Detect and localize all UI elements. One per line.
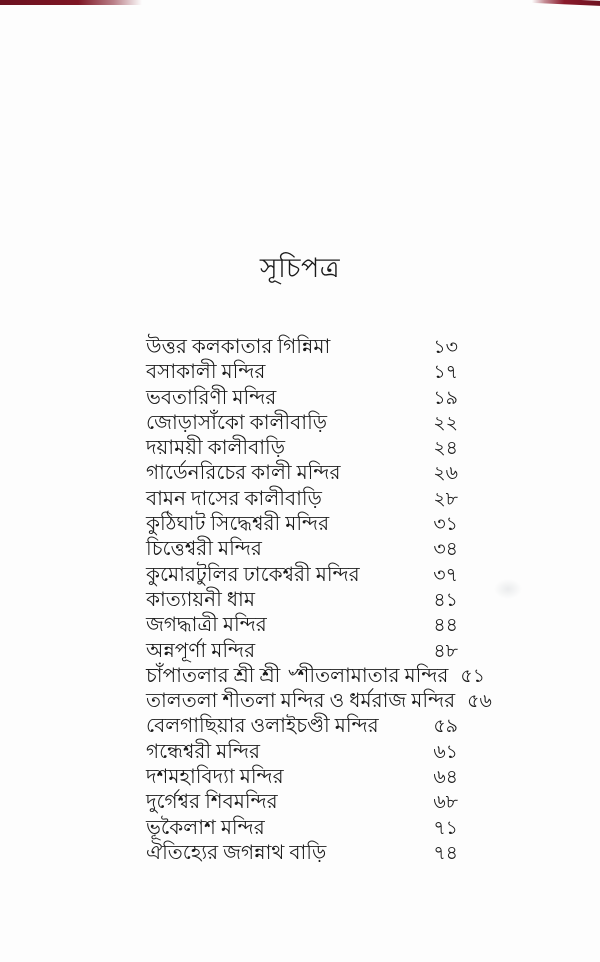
toc-entry-label: গন্ধেশ্বরী মন্দির [146, 740, 260, 763]
toc-entry-label: কাত্যায়নী ধাম [146, 588, 255, 611]
toc-entry-page: ৫১ [460, 665, 486, 687]
scan-edge-top-left [0, 0, 142, 5]
toc-row [146, 461, 458, 486]
toc-row [146, 436, 458, 461]
toc-entry-page: ২৮ [433, 488, 458, 510]
toc-row [146, 487, 458, 512]
toc-row [146, 360, 458, 385]
toc-list [146, 335, 492, 866]
toc-entry-page: ১৩ [433, 337, 458, 358]
toc-entry-page: ৬১ [433, 741, 458, 763]
toc-entry-label: অন্নপূর্ণা মন্দির [146, 639, 256, 662]
toc-row [146, 689, 492, 714]
toc-entry-label: জগদ্ধাত্রী মন্দির [146, 614, 267, 637]
toc-entry-label: উত্তর কলকাতার গিন্নিমা [146, 336, 331, 358]
toc-row [146, 664, 486, 689]
toc-row [146, 765, 458, 790]
page-title: সূচিপত্র [259, 253, 341, 283]
toc-entry-label: বামন দাসের কালীবাড়ি [146, 487, 322, 510]
toc-entry-label: কুমোরটুলির ঢাকেশ্বরী মন্দির [146, 563, 360, 586]
toc-row [146, 411, 458, 436]
toc-entry-page: ৭১ [433, 817, 458, 839]
toc-row [146, 588, 458, 613]
toc-entry-page: ৪৮ [433, 640, 458, 662]
toc-row [146, 639, 458, 664]
toc-row [146, 740, 458, 765]
toc-row [146, 613, 458, 638]
toc-row [146, 841, 458, 866]
scan-smudge [494, 579, 522, 599]
toc-entry-label: দয়াময়ী কালীবাড়ি [146, 437, 286, 460]
toc-entry-label: দুর্গেশ্বর শিবমন্দির [146, 791, 278, 814]
toc-entry-label: ভূকৈলাশ মন্দির [146, 816, 265, 839]
toc-entry-label: বেলগাছিয়ার ওলাইচণ্ডী মন্দির [146, 715, 379, 738]
toc-entry-label: দশমহাবিদ্যা মন্দির [146, 766, 284, 789]
toc-row [146, 386, 458, 411]
toc-entry-label: গার্ডেনরিচের কালী মন্দির [146, 462, 341, 485]
scan-edge-top-right [532, 0, 600, 6]
toc-entry-label: ভবতারিণী মন্দির [146, 386, 277, 409]
toc-entry-page: ১৯ [433, 387, 458, 409]
toc-entry-page: ৬৪ [433, 767, 458, 789]
toc-entry-page: ৩১ [433, 514, 458, 536]
toc-entry-page: ২২ [433, 412, 458, 434]
toc-entry-label: কুঠিঘাট সিদ্ধেশ্বরী মন্দির [146, 513, 330, 536]
toc-entry-page: ৩৪ [433, 539, 458, 561]
toc-entry-page: ৪১ [433, 589, 458, 611]
toc-entry-label: চিত্তেশ্বরী মন্দির [146, 538, 262, 561]
toc-entry-page: ২৬ [433, 463, 458, 485]
toc-entry-page: ৭৪ [433, 842, 458, 864]
toc-row [146, 512, 458, 537]
toc-row [146, 816, 458, 841]
toc-entry-page: ৫৯ [433, 716, 458, 738]
toc-row [146, 714, 458, 739]
toc-entry-label: তালতলা শীতলা মন্দির ও ধর্মরাজ মন্দির [146, 690, 456, 713]
toc-entry-page: ৩৭ [433, 564, 458, 586]
toc-row [146, 563, 458, 588]
toc-entry-page: ১৭ [433, 362, 458, 384]
toc-entry-label: ঐতিহ্যের জগন্নাথ বাড়ি [146, 841, 327, 864]
toc-entry-label: বসাকালী মন্দির [146, 361, 266, 384]
toc-row [146, 790, 458, 815]
toc-row [146, 335, 458, 360]
toc-entry-label: জোড়াসাঁকো কালীবাড়ি [146, 411, 328, 434]
toc-entry-page: ৬৮ [433, 792, 458, 814]
toc-entry-page: ২৪ [433, 438, 458, 460]
toc-entry-page: ৪৪ [433, 615, 458, 637]
toc-row [146, 537, 458, 562]
toc-entry-page: ৫৬ [467, 691, 492, 713]
toc-entry-label: চাঁপাতলার শ্রী শ্রী ৺শীতলামাতার মন্দির [146, 664, 449, 687]
